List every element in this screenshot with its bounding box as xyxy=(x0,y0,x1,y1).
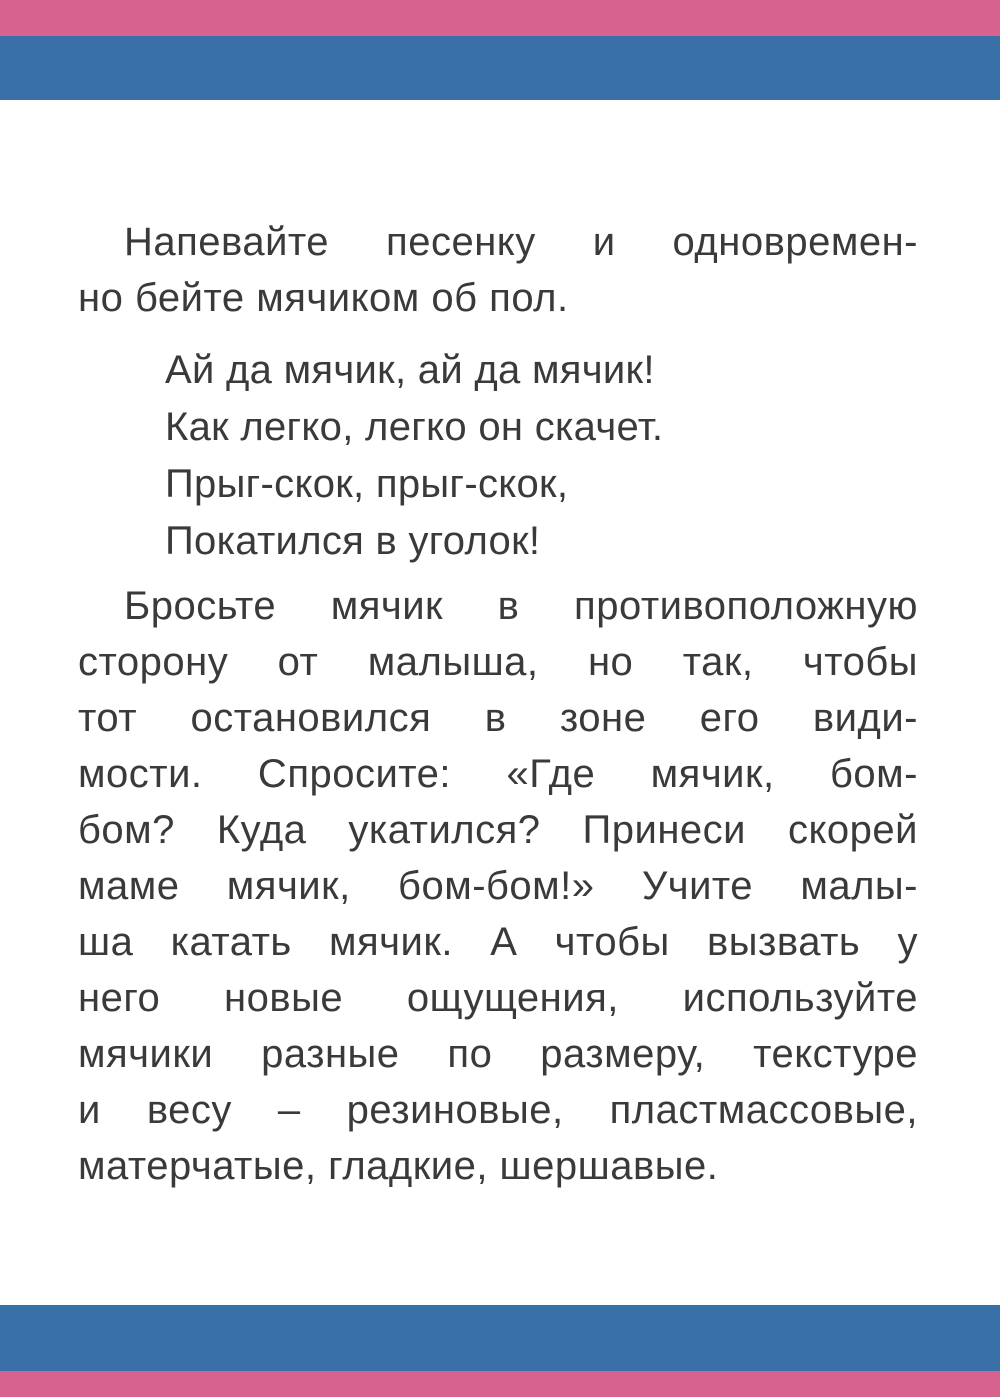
main-line: тот остановился в зоне его види- xyxy=(78,696,918,740)
intro-paragraph xyxy=(78,214,918,326)
main-line: мячики разные по размеру, текстуре xyxy=(78,1032,918,1076)
main-paragraph xyxy=(78,578,918,1194)
top-pink-band xyxy=(0,0,1000,36)
top-blue-band xyxy=(0,36,1000,100)
bottom-blue-band xyxy=(0,1305,1000,1371)
main-line: мости. Спросите: «Где мячик, бом- xyxy=(78,752,918,796)
bottom-pink-band xyxy=(0,1371,1000,1397)
main-line: ша катать мячик. А чтобы вызвать у xyxy=(78,920,918,964)
main-line: Бросьте мячик в противоположную xyxy=(124,584,918,628)
poem-verse: Покатился в уголок! xyxy=(165,519,541,563)
poem-verse: Ай да мячик, ай да мячик! xyxy=(165,348,655,392)
main-line: и весу – резиновые, пластмассовые, xyxy=(78,1088,918,1132)
main-line: сторону от малыша, но так, чтобы xyxy=(78,640,918,684)
intro-line: но бейте мячиком об пол. xyxy=(78,276,569,320)
main-line: него новые ощущения, используйте xyxy=(78,976,918,1020)
intro-line: Напевайте песенку и одновремен- xyxy=(124,220,918,264)
poem xyxy=(165,342,663,570)
main-line: бом? Куда укатился? Принеси скорей xyxy=(78,808,918,852)
poem-verse: Как легко, легко он скачет. xyxy=(165,405,664,449)
main-line: маме мячик, бом-бом!» Учите малы- xyxy=(78,864,918,908)
main-line: матерчатые, гладкие, шершавые. xyxy=(78,1144,719,1188)
poem-verse: Прыг-скок, прыг-скок, xyxy=(165,462,569,506)
